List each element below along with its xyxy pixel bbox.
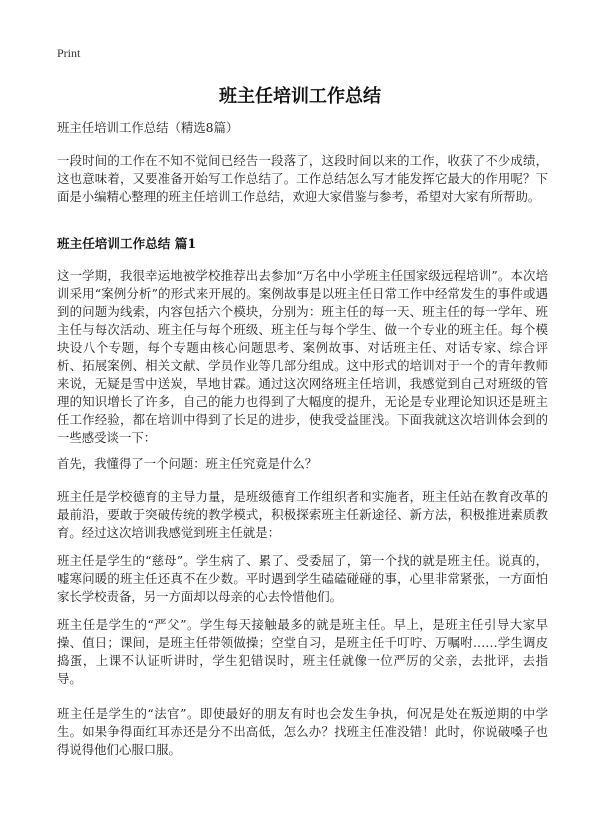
section-heading: 班主任培训工作总结 篇1 [57,236,197,251]
body-paragraph-4: 班主任是学生的“慈母”。学生病了、累了、受委屈了，第一个找的就是班主任。说真的，嘘寒问暖的班主任还真不在少数。平时遇到学生磕磕碰碰的事，心里非常紧张，一方面怕家长学校责备，另一方面却以母亲的心去怜惜他们。 [57,553,548,604]
intro-paragraph: 一段时间的工作在不知不觉间已经告一段落了，这段时间以来的工作，收获了不少成绩，这也意味着，又要准备开始写工作总结了。工作总结怎么写才能发挥它最大的作用呢？下面是小编精心整理的班主任培训工作总结，欢迎大家借鉴与参考，希望对大家有所帮助。 [57,153,548,204]
body-paragraph-3: 班主任是学校德育的主导力量，是班级德育工作组织者和实施者，班主任站在教育改革的最前沿，要敢于突破传统的教学模式，积极探索班主任新途径、新方法，积极推进素质教育。经过这次培训我感觉到班主任就是： [57,489,548,540]
page-title: 班主任培训工作总结 [219,86,381,107]
body-paragraph-6: 班主任是学生的“法官”。即使最好的朋友有时也会发生争执，何况是处在叛逆期的中学生。如果争得面红耳赤还是分不出高低，怎么办？找班主任准没错！此时，你说破嗓子也得说得他们心服口服。 [57,706,548,757]
body-paragraph-5: 班主任是学生的“严父”。学生每天接触最多的就是班主任。早上，是班主任引导大家早操、值日；课间，是班主任带领做操；空堂自习，是班主任千叮咛、万嘱咐……学生调皮捣蛋，上课不认证听讲时，学生犯错误时，班主任就像一位严厉的父亲，去批评，去指导。 [57,617,548,686]
print-link[interactable]: Print [57,46,81,60]
body-paragraph-2: 首先，我懂得了一个问题：班主任究竟是什么？ [57,456,318,471]
document-subtitle: 班主任培训工作总结（精选8篇） [57,120,239,135]
body-paragraph-1: 这一学期，我很幸运地被学校推荐出去参加“万名中小学班主任国家级远程培训”。本次培训采用“案例分析”的形式来开展的。案例故事是以班主任日常工作中经常发生的事件或遇到的问题为线索，内容包括六个模块，分别为：班主任的每一天、班主任的每一学年、班主任与每次活动、班主任与每个班级、班主任与每个学生、做一个专业的班主任。每个模块设八个专题，每个专题由核心问题思考、案例故事、对话班主任、对话专家、综合评析、拓展案例、相关文献、学员作业等几部分组成。这中形式的培训对于一个的青年教师来说，无疑是雪中送炭，旱地甘霖。通过这次网络班主任培训，我感觉到自己对班级的管理的知识增长了许多，自己的能力也得到了大幅度的提升，无论是专业理论知识还是班主任工作经验，都在培训中得到了长足的进步，使我受益匪浅。下面我就这次培训体会到的一些感受谈一下： [57,268,548,445]
